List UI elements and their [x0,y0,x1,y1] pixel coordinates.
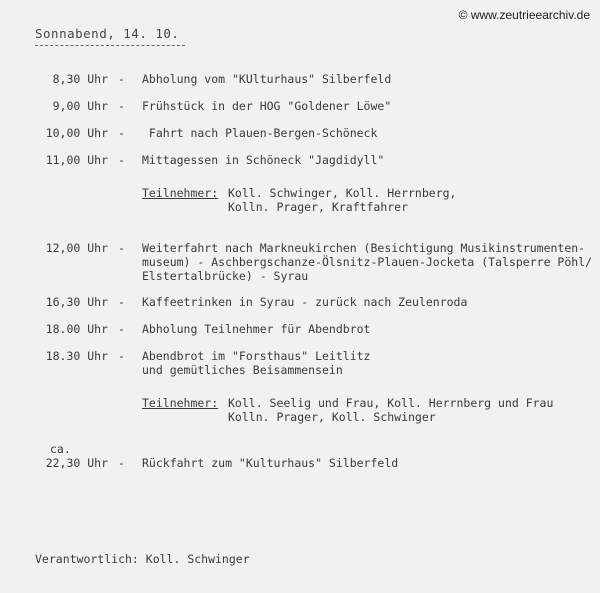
dash-separator: - [118,295,125,309]
participants-names: Koll. Seelig und Frau, Koll. Herrnberg und Frau [228,396,554,410]
participants-names: Kolln. Prager, Kraftfahrer [228,200,409,214]
dash-separator: - [118,456,125,470]
time-label: 8,30 Uhr [52,72,108,86]
schedule-description: Frühstück in der HOG "Goldener Löwe" [142,99,392,113]
dash-separator: - [118,126,125,140]
time-label: 11,00 Uhr [45,153,108,167]
schedule-description: Fahrt nach Plauen-Bergen-Schöneck [142,126,378,140]
watermark: © www.zeutrieearchiv.de [458,8,590,22]
participants-label: Teilnehmer: [142,186,219,200]
dash-separator: - [118,241,125,255]
schedule-description: Kaffeetrinken in Syrau - zurück nach Zeulenroda [142,295,468,309]
schedule-description: Weiterfahrt nach Markneukirchen (Besichtigung Musikinstrumenten- [142,241,586,255]
ca-label: ca. [50,442,71,456]
dash-separator: - [118,349,125,363]
time-label: 10,00 Uhr [45,126,108,140]
dash-separator: - [118,322,125,336]
page-title: Sonnabend, 14. 10. [35,26,180,41]
time-label: 18.00 Uhr [45,322,108,336]
schedule-description: Rückfahrt zum "Kulturhaus" Silberfeld [142,456,399,470]
responsible-footer: Verantwortlich: Koll. Schwinger [35,552,250,566]
participants-names: Kolln. Prager, Koll. Schwinger [228,410,436,424]
time-label: 16,30 Uhr [45,295,108,309]
time-label: 9,00 Uhr [52,99,108,113]
schedule-description: Abendbrot im "Forsthaus" Leitlitz [142,349,371,363]
dash-separator: - [118,99,125,113]
title-underline [35,45,185,46]
schedule-description: Abholung vom "KUlturhaus" Silberfeld [142,72,392,86]
dash-separator: - [118,153,125,167]
schedule-description: Mittagessen in Schöneck "Jagdidyll" [142,153,385,167]
schedule-description: Abholung Teilnehmer für Abendbrot [142,322,371,336]
participants-names: Koll. Schwinger, Koll. Herrnberg, [228,186,457,200]
schedule-description: museum) - Aschbergschanze-Ölsnitz-Plauen-Jocketa (Talsperre Pöhl/ [142,255,593,269]
time-label: 18.30 Uhr [45,349,108,363]
dash-separator: - [118,72,125,86]
time-label: 22,30 Uhr [45,456,108,470]
schedule-description: und gemütliches Beisammensein [142,363,343,377]
participants-label: Teilnehmer: [142,396,219,410]
time-label: 12,00 Uhr [45,241,108,255]
schedule-description: Elstertalbrücke) - Syrau [142,269,309,283]
